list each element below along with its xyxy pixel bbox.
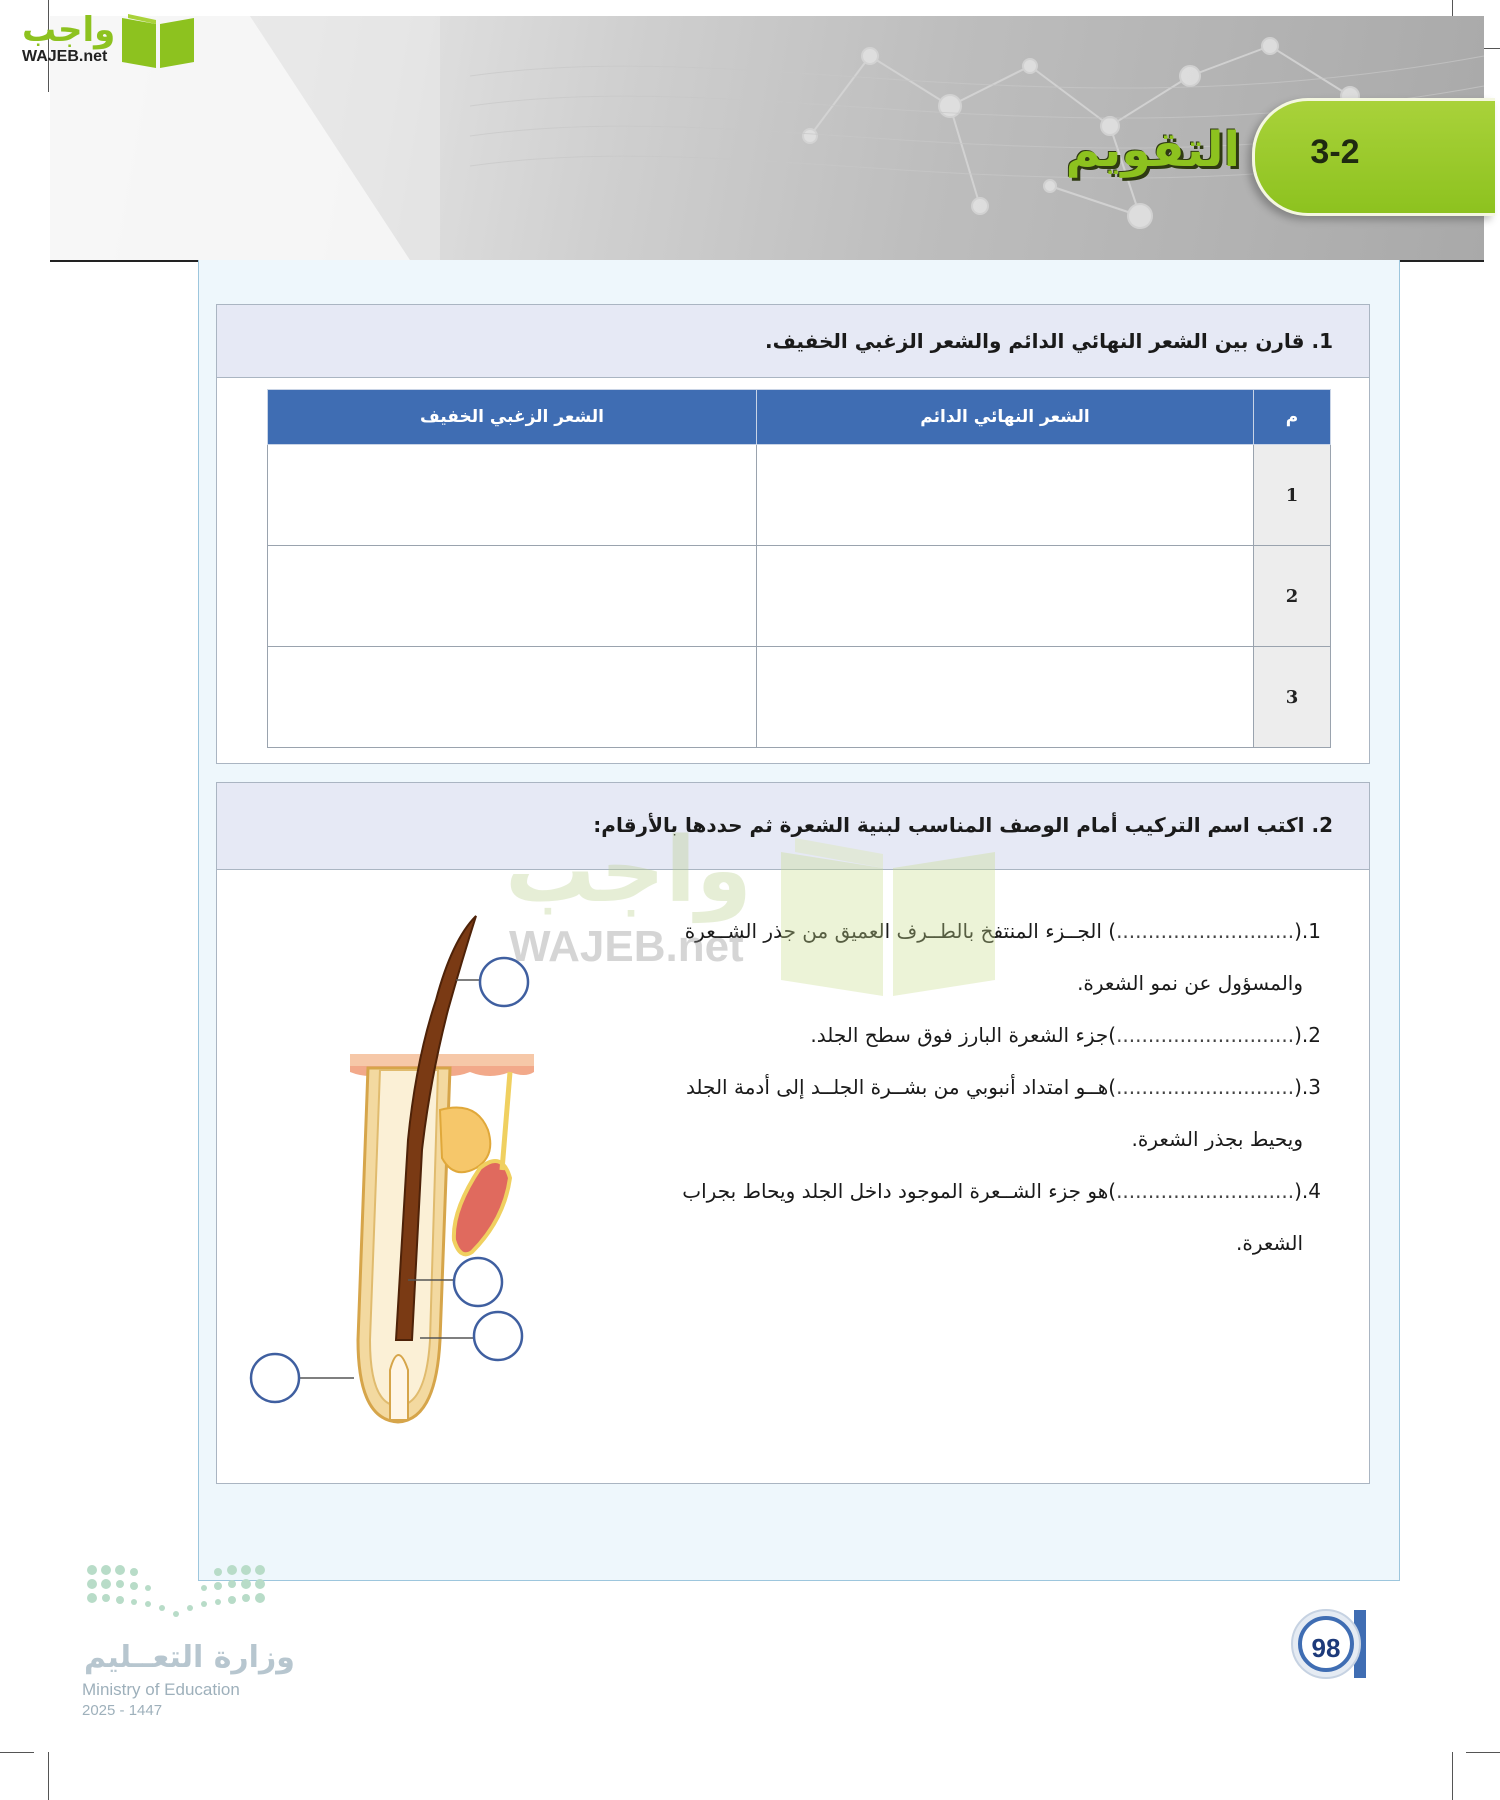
answer-blank[interactable]: ............................ <box>1116 1023 1295 1047</box>
item-text: )هو جزء الشــعرة الموجود داخل الجلد ويحاط بجراب <box>682 1179 1117 1203</box>
item-number: 3.( <box>1294 1075 1321 1099</box>
crop-mark <box>1452 1752 1453 1800</box>
terminal-hair-cell[interactable] <box>757 445 1254 546</box>
watermark-arabic: واجب <box>505 818 752 923</box>
answer-item-4 <box>682 1179 1321 1203</box>
logo-arabic: واجب <box>22 10 116 50</box>
table-row <box>268 647 1331 748</box>
answer-blank[interactable]: ............................ <box>1116 919 1295 943</box>
hair-follicle-diagram <box>240 900 540 1440</box>
ministry-name-arabic: وزارة التعــليم <box>84 1640 295 1675</box>
item-number: 4.( <box>1294 1179 1321 1203</box>
ministry-logo-icon <box>84 1562 274 1628</box>
ministry-year: 2025 - 1447 <box>82 1702 163 1719</box>
table-row <box>268 445 1331 546</box>
terminal-hair-cell[interactable] <box>757 647 1254 748</box>
question-2-header <box>217 783 1369 870</box>
item-continuation: ويحيط بجذر الشعرة. <box>1131 1127 1303 1151</box>
answer-item-2 <box>810 1023 1321 1047</box>
row-number: 3 <box>1254 647 1331 748</box>
sebaceous-gland <box>440 1108 490 1173</box>
label-circle[interactable] <box>454 1258 502 1306</box>
label-circle[interactable] <box>251 1354 299 1402</box>
question-1-header <box>217 305 1369 378</box>
vellus-hair-cell[interactable] <box>268 647 757 748</box>
comparison-table <box>267 389 1331 748</box>
crop-mark <box>48 1752 49 1800</box>
item-text: ) الجــزء المنتفخ بالطــرف العميق من جذر الشــعرة <box>684 919 1117 943</box>
logo-english: WAJEB.net <box>22 48 108 65</box>
watermark-english: WAJEB.net <box>509 922 744 971</box>
label-circle[interactable] <box>480 958 528 1006</box>
label-circle[interactable] <box>474 1312 522 1360</box>
section-badge <box>1252 98 1495 216</box>
question-2-text: 2. اكتب اسم التركيب أمام الوصف المناسب لبنية الشعرة ثم حددها بالأرقام: <box>593 813 1333 837</box>
item-continuation: والمسؤول عن نمو الشعرة. <box>1077 971 1303 995</box>
item-text: )هــو امتداد أنبوبي من بشــرة الجلــد إلى أدمة الجلد <box>685 1075 1117 1099</box>
item-number: 1.( <box>1294 919 1321 943</box>
column-header-terminal-hair: الشعر النهائي الدائم <box>757 390 1254 445</box>
answer-blank[interactable]: ............................ <box>1116 1179 1295 1203</box>
row-number: 2 <box>1254 546 1331 647</box>
question-1-box <box>216 304 1370 764</box>
page-number: 98 <box>1311 1633 1341 1663</box>
ministry-name-english: Ministry of Education <box>82 1680 240 1699</box>
crop-mark <box>0 1752 34 1753</box>
crop-mark <box>1466 1752 1500 1753</box>
table-row <box>268 546 1331 647</box>
wajeb-logo <box>10 6 190 68</box>
arrector-pili-muscle <box>454 1161 510 1254</box>
answer-item-1 <box>685 919 1321 943</box>
hair-papilla <box>390 1355 408 1420</box>
row-number: 1 <box>1254 445 1331 546</box>
question-1-text: 1. قارن بين الشعر النهائي الدائم والشعر الزغبي الخفيف. <box>765 329 1333 353</box>
column-header-number: م <box>1254 390 1331 445</box>
item-text: )جزء الشعرة البارز فوق سطح الجلد. <box>810 1023 1117 1047</box>
vellus-hair-cell[interactable] <box>268 445 757 546</box>
section-number: 3-2 <box>1310 133 1360 171</box>
book-icon <box>118 10 198 70</box>
answer-blank[interactable]: ............................ <box>1116 1075 1295 1099</box>
terminal-hair-cell[interactable] <box>757 546 1254 647</box>
item-continuation: الشعرة. <box>1235 1231 1303 1255</box>
column-header-vellus-hair: الشعر الزغبي الخفيف <box>268 390 757 445</box>
vellus-hair-cell[interactable] <box>268 546 757 647</box>
answer-item-3 <box>686 1075 1321 1099</box>
section-title: التقويم <box>1065 122 1240 178</box>
item-number: 2.( <box>1294 1023 1321 1047</box>
